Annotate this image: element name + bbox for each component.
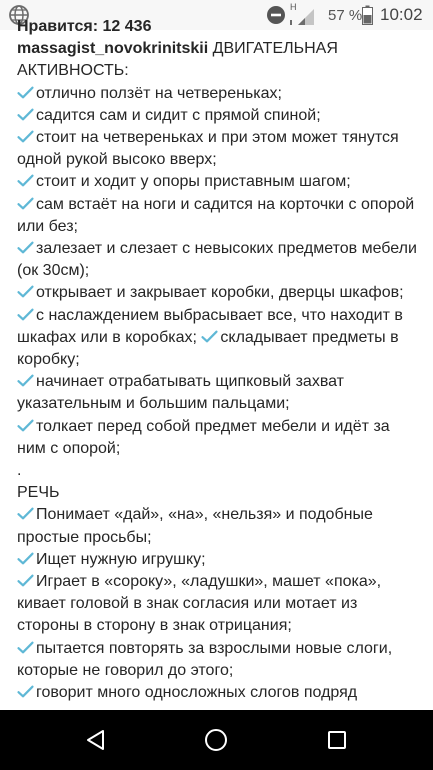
check-icon (17, 372, 34, 385)
list-item-text: залезает и слезает с невысоких предметов мебели (ок 30см); (17, 240, 417, 280)
check-icon (17, 128, 34, 141)
check-icon (17, 172, 34, 185)
separator-dot: . (17, 462, 22, 480)
list-item (17, 504, 419, 548)
list-item (17, 83, 419, 105)
post-content[interactable] (0, 18, 433, 710)
navigation-bar (0, 710, 433, 770)
network-type-label: H (290, 2, 297, 12)
list-item (17, 571, 419, 638)
list-item-text: стоит на четвереньках и при этом может тянутся одной рукой высоко вверх; (17, 129, 399, 169)
list-item-text: садится сам и сидит с прямой спиной; (36, 106, 321, 124)
check-icon (17, 572, 34, 585)
list-item-text: толкает перед собой предмет мебели и идёт за ним с опорой; (17, 417, 390, 457)
list-item (17, 305, 419, 372)
likes-count[interactable]: Нравится: 12 436 (17, 18, 152, 35)
check-icon (17, 683, 34, 696)
list-item (17, 127, 419, 171)
list-item-text: Играет в «сороку», «ладушки», машет «пока», кивает головой в знак согласия или мотает из стороны в сторону в знак отрицания; (17, 573, 382, 635)
check-icon (17, 639, 34, 652)
motor-title: ДВИГАТЕЛЬНАЯ АКТИВНОСТЬ: (17, 40, 338, 80)
check-icon (17, 417, 34, 430)
check-icon (17, 195, 34, 208)
list-item (17, 282, 419, 304)
list-item (17, 682, 419, 704)
recents-button[interactable] (307, 710, 367, 770)
check-icon (17, 239, 34, 252)
list-item-text: говорит много односложных слогов подряд (36, 684, 358, 702)
caption-intro (17, 38, 419, 82)
list-item-text: с наслаждением выбрасывает все, что находит в шкафах или в коробках; (17, 306, 403, 346)
list-item-text: Понимает «дай», «на», «нельзя» и подобные простые просьбы; (17, 506, 373, 546)
check-icon (17, 106, 34, 119)
list-item (17, 638, 419, 682)
list-item-text: начинает отрабатывать щипковый захват указательным и большим пальцами; (17, 373, 345, 413)
list-item-text: сам встаёт на ноги и садится на корточки с опорой или без; (17, 195, 415, 235)
speech-title: РЕЧЬ (17, 484, 60, 502)
post-caption (17, 16, 419, 704)
check-icon (201, 328, 218, 341)
battery-percent: 57 % (328, 6, 363, 24)
list-item (17, 416, 419, 460)
check-icon (17, 505, 34, 518)
check-icon (17, 283, 34, 296)
list-item (17, 371, 419, 415)
username-link[interactable]: massagist_novokrinitskii (17, 40, 209, 58)
list-item (17, 105, 419, 127)
back-icon (84, 728, 108, 752)
list-item-text: складывает предметы в коробку; (17, 328, 399, 369)
list-item (17, 194, 419, 238)
list-item (17, 238, 419, 282)
check-icon (17, 550, 34, 563)
list-item-text: отлично ползёт на четвереньках; (36, 84, 282, 102)
home-icon (203, 727, 229, 753)
clock: 10:02 (380, 5, 423, 24)
recents-icon (326, 729, 348, 751)
list-item-text: пытается повторять за взрослыми новые слоги, которые не говорил до этого; (17, 639, 393, 679)
list-item-text: стоит и ходит у опоры приставным шагом; (36, 173, 351, 191)
list-item (17, 171, 419, 193)
check-icon (17, 84, 34, 97)
check-icon (17, 306, 34, 319)
home-button[interactable] (186, 710, 246, 770)
list-item-text: открывает и закрывает коробки, дверцы шкафов; (36, 284, 404, 302)
list-item-text: Ищет нужную игрушку; (36, 550, 206, 568)
back-button[interactable] (66, 710, 126, 770)
list-item (17, 549, 419, 571)
